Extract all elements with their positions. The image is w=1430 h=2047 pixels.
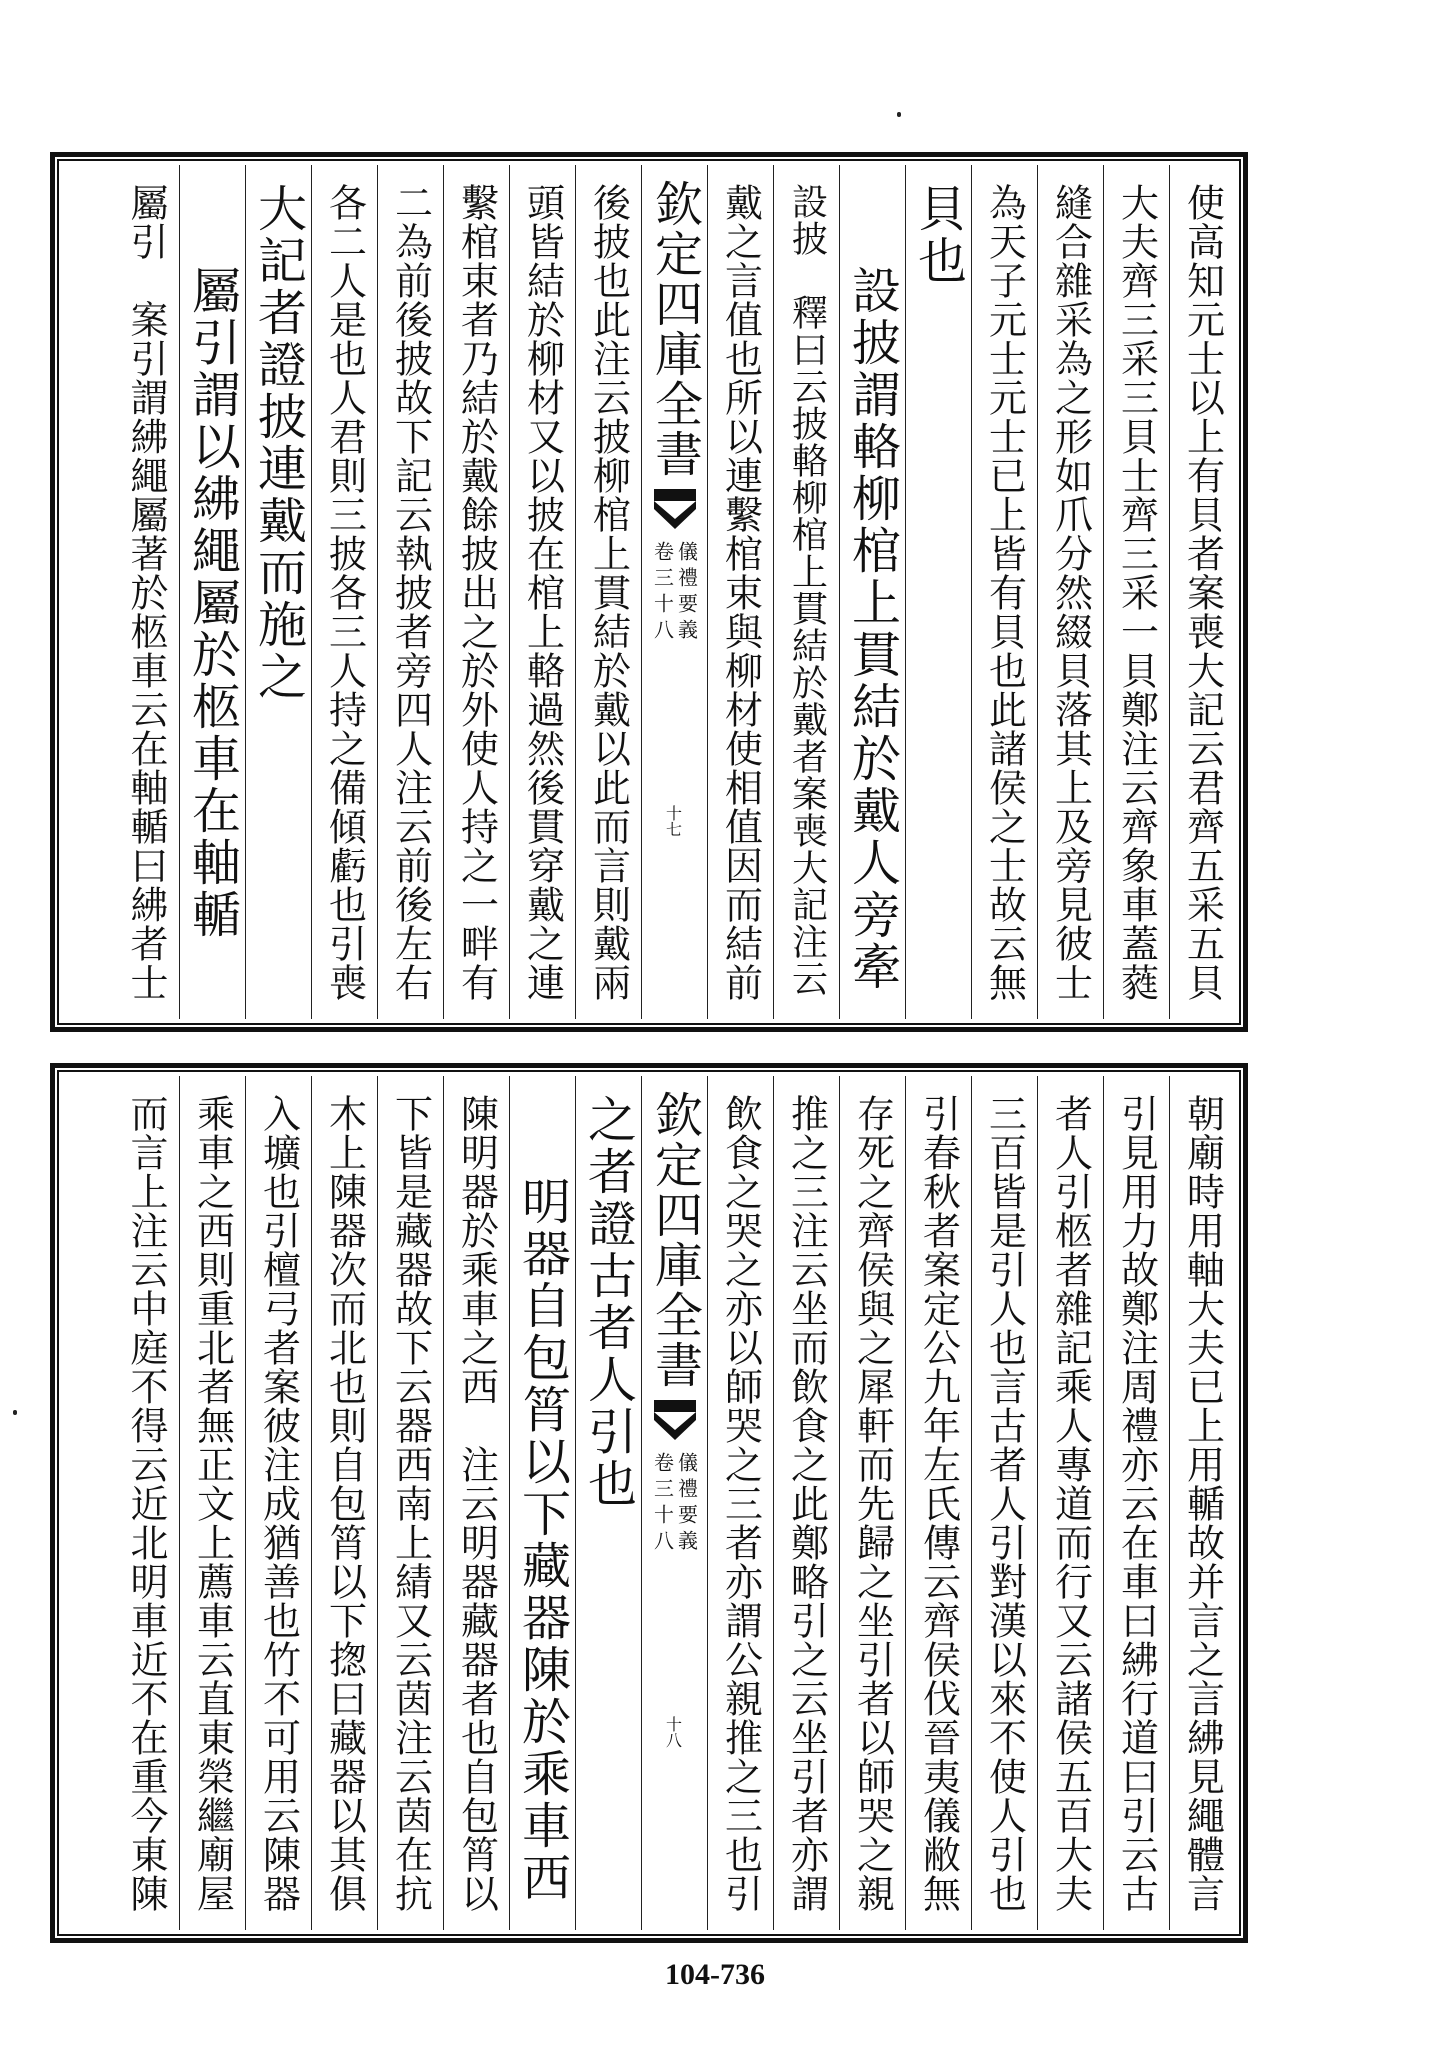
gutter-folio: 十八 (663, 1716, 683, 1748)
text-column: 乘車之西則重北者無正文上薦車云直東榮繼廟屋 (179, 1076, 245, 1930)
text-column: 入壙也引檀弓者案彼注成猶善也竹不可用云陳器 (245, 1076, 311, 1930)
gutter-title: 欽定四庫全書 (646, 1090, 703, 1390)
scan-speck (897, 112, 901, 117)
text-column: 二為前後披故下記云執披者旁四人注云前後左右 (377, 165, 443, 1019)
text-column: 縫合雜采為之形如爪分然綴貝落其上及旁見彼士 (1037, 165, 1103, 1019)
text-column: 為天子元士元士已上皆有貝也此諸侯之士故云無 (971, 165, 1037, 1019)
gutter-folio: 十七 (663, 805, 683, 837)
scan-speck (13, 1410, 17, 1415)
text-column: 三百皆是引人也言古者人引對漢以來不使人引也 (971, 1076, 1037, 1930)
text-column: 大夫齊三采三貝士齊三采一貝鄭注云齊象車蓋蕤 (1103, 165, 1169, 1019)
fishtail-mark-icon (654, 1400, 696, 1446)
text-column: 飲食之哭之亦以師哭之三者亦謂公親推之三也引 (707, 1076, 773, 1930)
centre-gutter (641, 165, 707, 1019)
text-column: 陳明器於乘車之西 注云明器藏器者也自包筲以 (443, 1076, 509, 1930)
text-column: 後披也此注云披柳棺上貫結於戴以此而言則戴兩 (575, 165, 641, 1019)
text-column: 朝廟時用軸大夫已上用輴故并言之言紼見繩體言 (1169, 1076, 1235, 1930)
text-column: 引見用力故鄭注周禮亦云在車曰紼行道曰引云古 (1103, 1076, 1169, 1930)
bottom-page-columns (63, 1076, 1235, 1930)
centre-gutter (641, 1076, 707, 1930)
gutter-title: 欽定四庫全書 (646, 179, 703, 479)
text-column: 設披 釋曰云披輅柳棺上貫結於戴者案喪大記注云 (773, 165, 839, 1019)
fishtail-mark-icon (654, 489, 696, 535)
text-column: 下皆是藏器故下云器西南上綪又云茵注云茵在抗 (377, 1076, 443, 1930)
text-column: 木上陳器次而北也則自包筲以下揔曰藏器以其俱 (311, 1076, 377, 1930)
bottom-page-frame (50, 1063, 1248, 1943)
text-column: 者人引柩者雜記乘人專道而行又云諸侯五百大夫 (1037, 1076, 1103, 1930)
text-column: 屬引 案引謂紼繩屬著於柩車云在軸輴曰紼者士 (124, 183, 168, 1002)
text-column: 頭皆結於柳材又以披在棺上輅過然後貫穿戴之連 (509, 165, 575, 1019)
text-column: 引春秋者案定公九年左氏傳云齊侯伐晉夷儀敝無 (905, 1076, 971, 1930)
gutter-book-title: 儀禮要義 (674, 541, 699, 645)
gutter-book-title: 儀禮要義 (674, 1452, 699, 1556)
top-page-frame (50, 152, 1248, 1032)
text-column: 推之三注云坐而飲食之此鄭略引之云坐引者亦謂 (773, 1076, 839, 1930)
text-column: 存死之齊侯與之犀軒而先歸之坐引者以師哭之親 (839, 1076, 905, 1930)
page-number: 104-736 (665, 1958, 765, 1991)
text-column: 而言上注云中庭不得云近北明車近不在重今東陳 (124, 1094, 168, 1913)
text-column: 之者證古者人引也 (575, 1076, 641, 1930)
text-column: 各二人是也人君則三披各三人持之備傾虧也引喪 (311, 165, 377, 1019)
text-column: 繫棺束者乃結於戴餘披出之於外使人持之一畔有 (443, 165, 509, 1019)
text-column: 貝也 (905, 165, 971, 1019)
text-column: 戴之言值也所以連繫棺束與柳材使相值因而結前 (707, 165, 773, 1019)
text-column: 大記者證披連戴而施之 (245, 165, 311, 1019)
text-column: 設披謂輅柳棺上貫結於戴人旁牽 (839, 165, 905, 1019)
gutter-volume: 卷三十八 (650, 541, 675, 645)
top-page-columns (63, 165, 1235, 1019)
text-column: 使高知元士以上有貝者案喪大記云君齊五采五貝 (1169, 165, 1235, 1019)
text-column: 明器自包筲以下藏器陳於乘車西 (509, 1076, 575, 1930)
gutter-volume: 卷三十八 (650, 1452, 675, 1556)
text-column: 屬引謂以紼繩屬於柩車在軸輴 (179, 165, 245, 1019)
